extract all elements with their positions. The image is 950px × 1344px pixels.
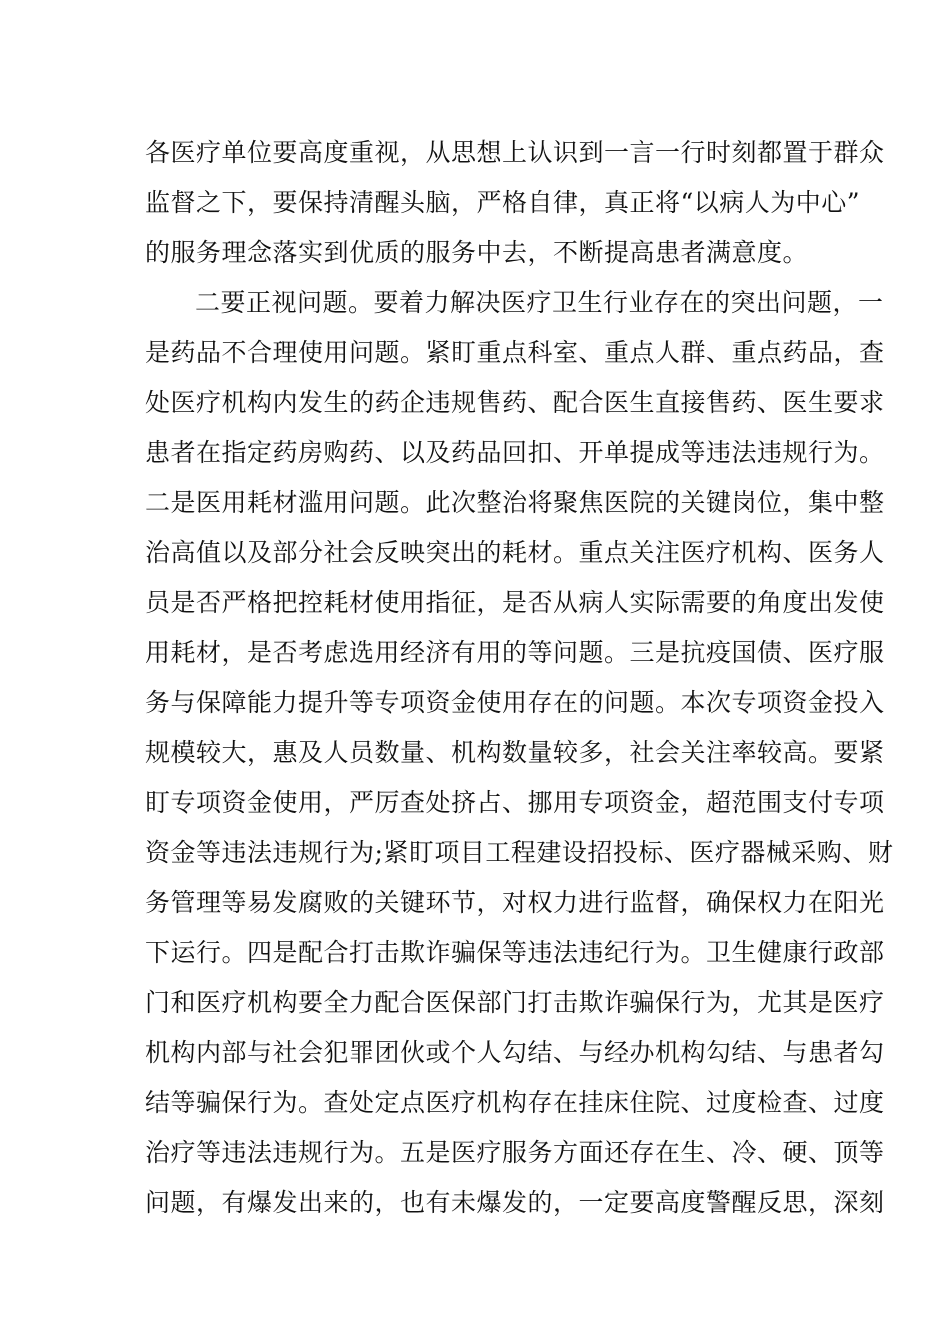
text-line: 各医疗单位要高度重视，从思想上认识到一言一行时刻都置于群众: [145, 138, 885, 167]
text-line: 下运行。四是配合打击欺诈骗保等违法违纪行为。卫生健康行政部: [145, 938, 885, 967]
text-line: 问题，有爆发出来的，也有未爆发的，一定要高度警醒反思，深刻: [145, 1188, 885, 1217]
text-line: 务管理等易发腐败的关键环节，对权力进行监督，确保权力在阳光: [145, 888, 885, 917]
text-line: 监督之下，要保持清醒头脑，严格自律，真正将“以病人为中心”: [145, 188, 861, 217]
text-line: 盯专项资金使用，严厉查处挤占、挪用专项资金，超范围支付专项: [145, 788, 885, 817]
text-line: 处医疗机构内发生的药企违规售药、配合医生直接售药、医生要求: [145, 388, 885, 417]
document-body: [145, 128, 894, 1328]
text-line: 规模较大，惠及人员数量、机构数量较多，社会关注率较高。要紧: [145, 738, 885, 767]
text-line: 治疗等违法违规行为。五是医疗服务方面还存在生、冷、硬、顶等: [145, 1138, 885, 1167]
text-line: [145, 1278, 815, 1328]
text-line: 的服务理念落实到优质的服务中去，不断提高患者满意度。: [145, 238, 809, 267]
text-line: 务与保障能力提升等专项资金使用存在的问题。本次专项资金投入: [145, 688, 885, 717]
text-line: 资金等违法违规行为;紧盯项目工程建设招投标、医疗器械采购、财: [145, 838, 894, 867]
text-line: 二是医用耗材滥用问题。此次整治将聚焦医院的关键岗位，集中整: [145, 488, 885, 517]
text-line: [145, 1228, 815, 1278]
text-line: 治高值以及部分社会反映突出的耗材。重点关注医疗机构、医务人: [145, 538, 885, 567]
text-line: 门和医疗机构要全力配合医保部门打击欺诈骗保行为，尤其是医疗: [145, 988, 885, 1017]
text-line: 是药品不合理使用问题。紧盯重点科室、重点人群、重点药品，查: [145, 338, 885, 367]
text-line: 结等骗保行为。查处定点医疗机构存在挂床住院、过度检查、过度: [145, 1088, 885, 1117]
text-line: 患者在指定药房购药、以及药品回扣、开单提成等违法违规行为。: [145, 438, 885, 467]
paragraph-first-line: 二要正视问题。要着力解决医疗卫生行业存在的突出问题，一: [195, 288, 884, 317]
text-line: 用耗材，是否考虑选用经济有用的等问题。三是抗疫国债、医疗服: [145, 638, 885, 667]
text-line: 员是否严格把控耗材使用指征，是否从病人实际需要的角度出发使: [145, 588, 885, 617]
text-line: 机构内部与社会犯罪团伙或个人勾结、与经办机构勾结、与患者勾: [145, 1038, 885, 1067]
